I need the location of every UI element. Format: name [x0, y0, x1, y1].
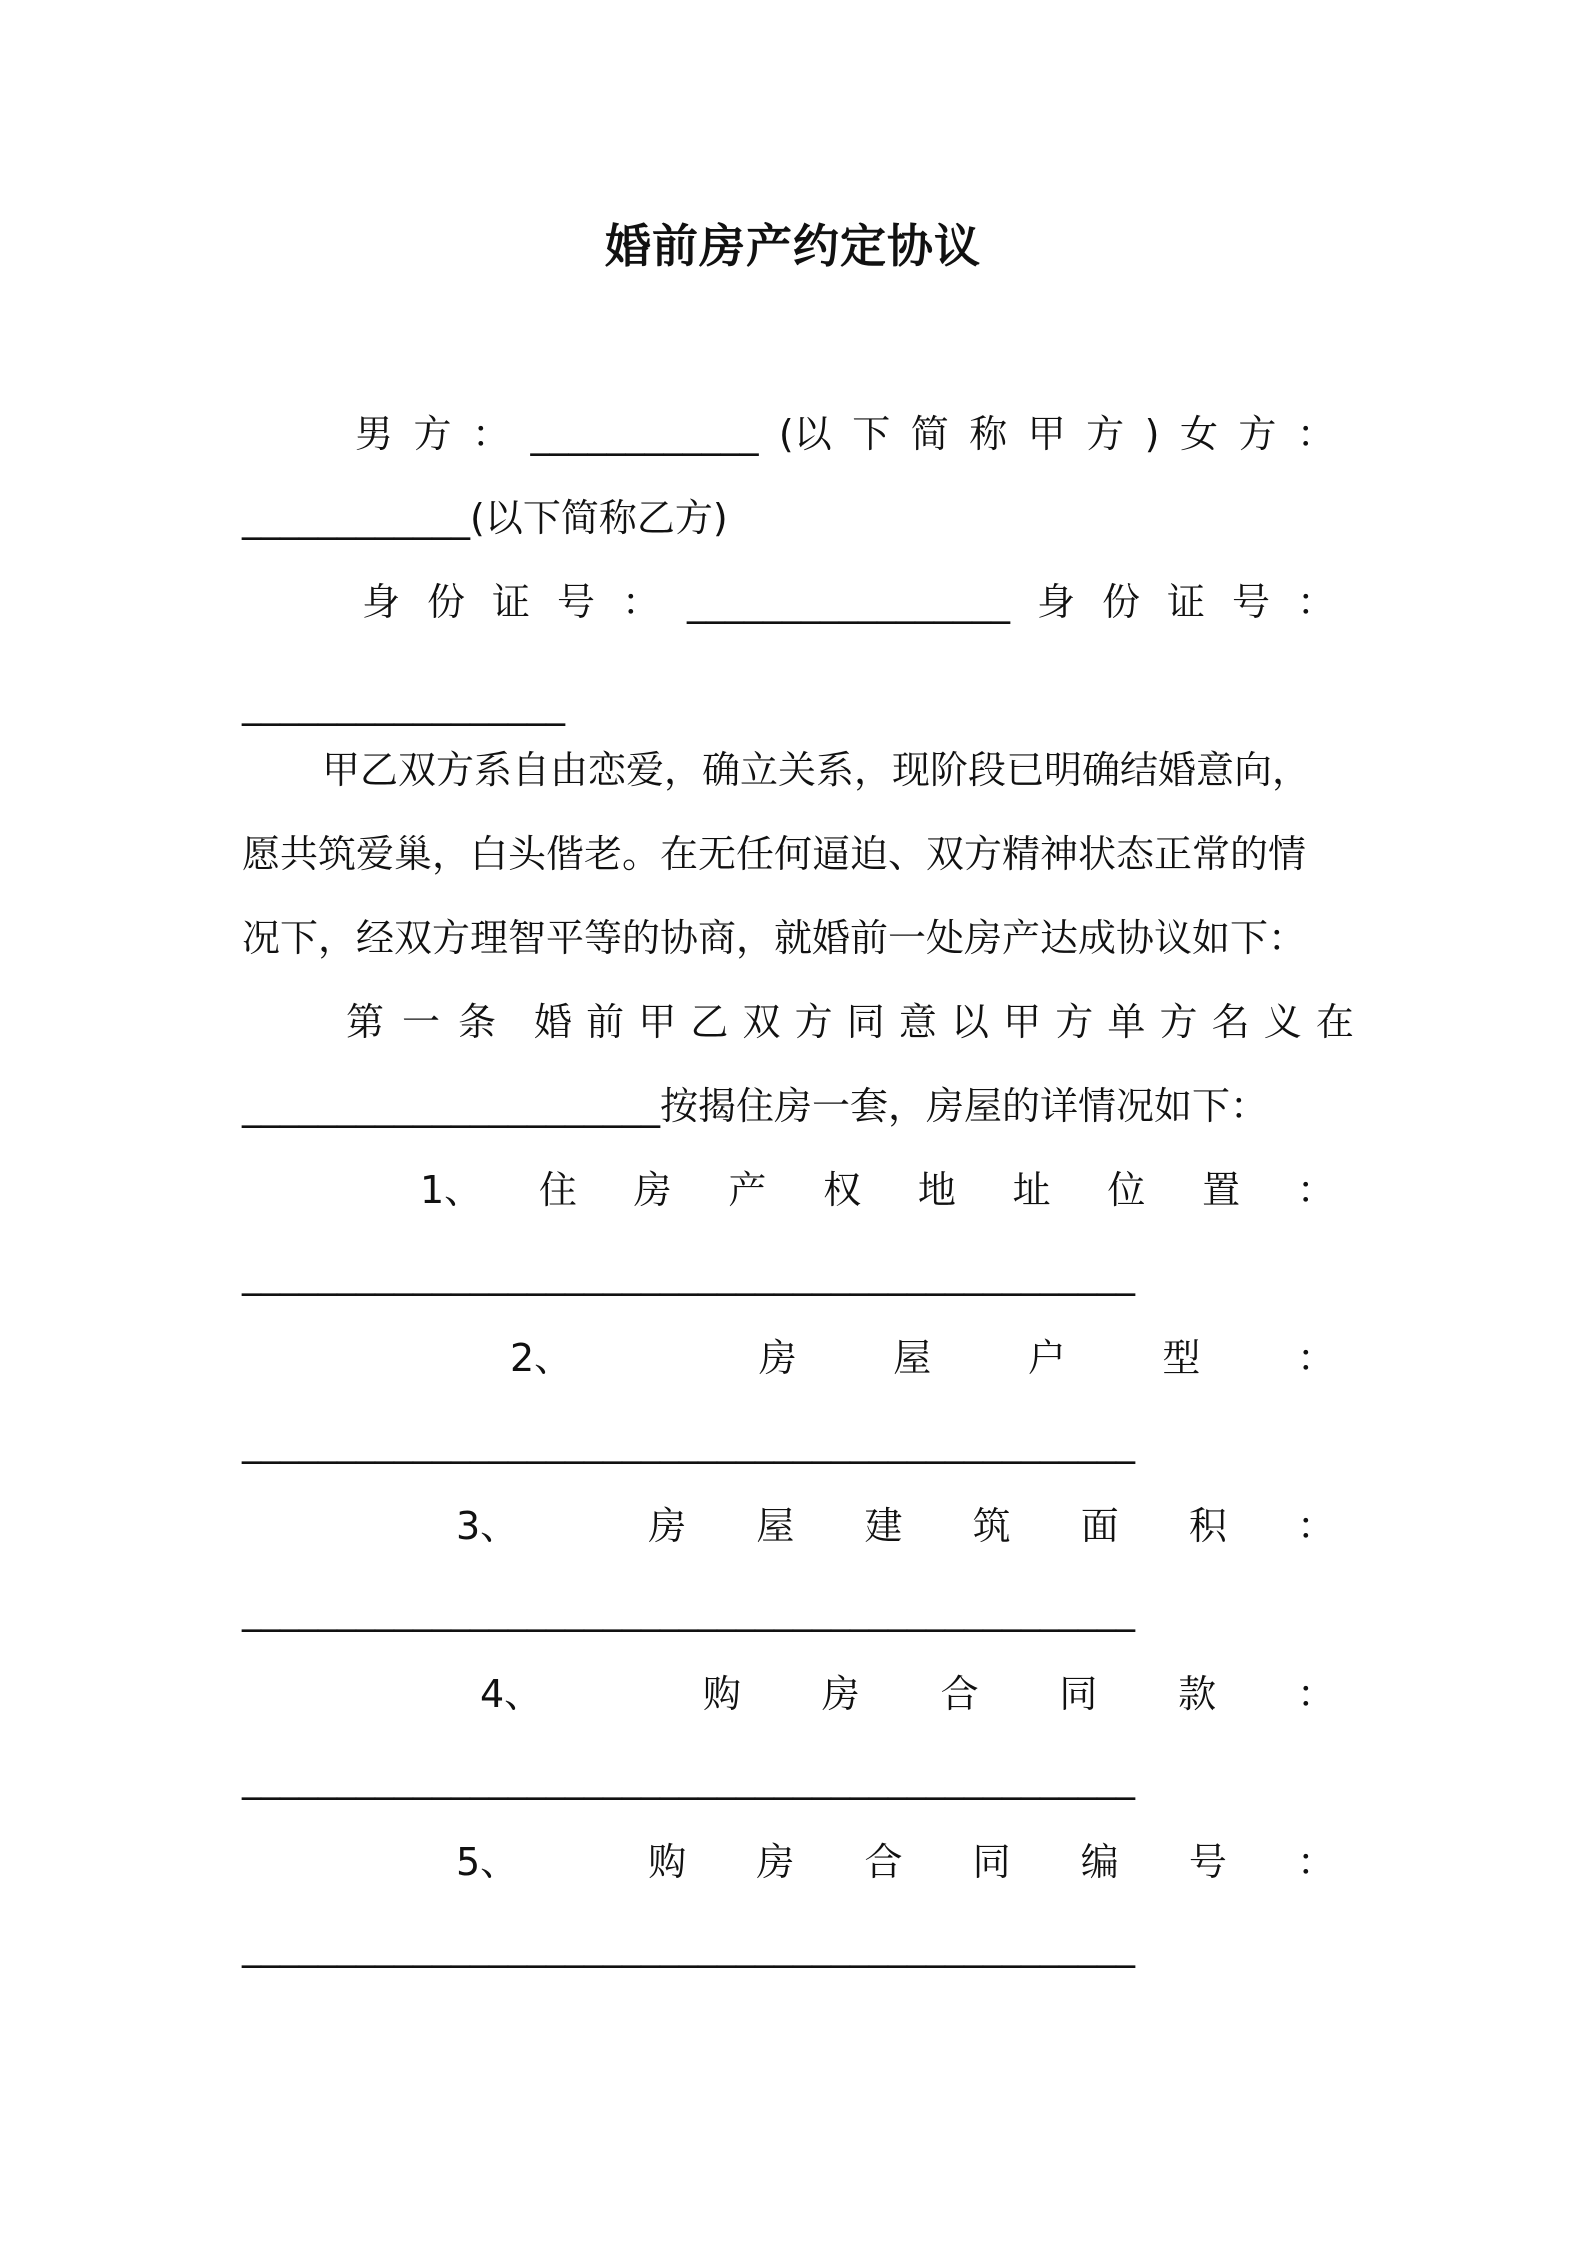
female-suffix: (以下简称乙方): [470, 496, 728, 540]
location-blank[interactable]: ______________________: [242, 1084, 660, 1128]
item-char: 款: [1178, 1672, 1217, 1716]
item-char: 房: [756, 1840, 795, 1884]
item-1: [420, 1168, 1335, 1214]
item-char: 地: [917, 1168, 956, 1212]
item-1-blank[interactable]: _______________________________________________: [242, 1252, 1135, 1296]
id-label-char: 号: [557, 580, 596, 624]
article-char: 方: [1055, 1000, 1094, 1044]
item-char: 合: [940, 1672, 979, 1716]
id-label-char: ：: [622, 580, 661, 624]
item-colon: ：: [1296, 1168, 1335, 1212]
item-2: [510, 1336, 1335, 1382]
id-label-char: 份: [427, 580, 466, 624]
id-label-char: ：: [1296, 580, 1335, 624]
item-char: 面: [1080, 1504, 1119, 1548]
document-title: 婚前房产约定协议: [605, 219, 981, 273]
item-char: 房: [648, 1504, 687, 1548]
item-number: 3、: [456, 1504, 519, 1548]
item-3-blank[interactable]: _______________________________________________: [242, 1588, 1135, 1632]
intro-line-2: 愿共筑爱巢，白头偕老。在无任何逼迫、双方精神状态正常的情: [242, 832, 1307, 876]
article-prefix-char: 一: [401, 1000, 440, 1044]
article-char: 在: [1315, 1000, 1354, 1044]
item-2-blank[interactable]: _______________________________________________: [242, 1420, 1135, 1464]
item-char: 筑: [972, 1504, 1011, 1548]
male-suffix-char: (以: [778, 412, 832, 456]
male-suffix-char: 简: [910, 412, 949, 456]
item-number: 4、: [480, 1672, 543, 1716]
article-char: 以: [951, 1000, 990, 1044]
male-suffix-char: 下: [852, 412, 891, 456]
article-char: 乙: [690, 1000, 729, 1044]
article-char: 单: [1107, 1000, 1146, 1044]
item-char: 住: [538, 1168, 577, 1212]
article-char: 甲: [638, 1000, 677, 1044]
id-line: [362, 580, 1335, 626]
male-name-blank[interactable]: ____________: [530, 412, 759, 456]
id-label-char: 份: [1101, 580, 1140, 624]
article-char: 义: [1263, 1000, 1302, 1044]
male-id-blank[interactable]: _________________: [687, 580, 1010, 624]
female-line: [242, 496, 728, 542]
female-label-char: 女: [1179, 412, 1218, 456]
item-colon: ：: [1296, 1840, 1335, 1884]
male-suffix-char: ): [1144, 412, 1160, 456]
item-char: 购: [702, 1672, 741, 1716]
article-char: 婚: [534, 1000, 573, 1044]
item-char: 房: [821, 1672, 860, 1716]
id-label-char: 号: [1231, 580, 1270, 624]
article-char: 甲: [1003, 1000, 1042, 1044]
item-char: 同: [972, 1840, 1011, 1884]
item-char: 产: [728, 1168, 767, 1212]
article-char: 方: [794, 1000, 833, 1044]
article-char: 方: [1159, 1000, 1198, 1044]
female-label-char: ：: [1296, 412, 1335, 456]
item-char: 购: [648, 1840, 687, 1884]
male-suffix-char: 方: [1086, 412, 1125, 456]
article-char: 名: [1211, 1000, 1250, 1044]
item-char: 积: [1188, 1504, 1227, 1548]
article-1-prefix: [346, 1000, 496, 1046]
id-label-char: 证: [492, 580, 531, 624]
item-5-blank[interactable]: _______________________________________________: [242, 1924, 1135, 1968]
item-char: 建: [864, 1504, 903, 1548]
male-label-char: 方: [413, 412, 452, 456]
id-label-char: 证: [1166, 580, 1205, 624]
id-label-char: 身: [1036, 580, 1075, 624]
article-char: 同: [846, 1000, 885, 1044]
item-number: 2、: [510, 1336, 573, 1380]
article-1-text: [534, 1000, 1354, 1046]
item-char: 合: [864, 1840, 903, 1884]
male-suffix-char: 甲: [1027, 412, 1066, 456]
article-prefix-char: 条: [457, 1000, 496, 1044]
male-label-char: 男: [355, 412, 394, 456]
item-char: 编: [1080, 1840, 1119, 1884]
item-char: 房: [633, 1168, 672, 1212]
item-char: 户: [1027, 1336, 1066, 1380]
item-5: [456, 1840, 1335, 1886]
item-colon: ：: [1296, 1504, 1335, 1548]
item-4: [480, 1672, 1335, 1718]
item-colon: ：: [1296, 1336, 1335, 1380]
article-char: 双: [742, 1000, 781, 1044]
female-name-blank[interactable]: ____________: [242, 496, 470, 540]
female-id-blank[interactable]: _________________: [242, 682, 565, 726]
item-char: 权: [823, 1168, 862, 1212]
item-4-blank[interactable]: _______________________________________________: [242, 1756, 1135, 1800]
article-prefix-char: 第: [346, 1000, 385, 1044]
male-suffix-char: 称: [969, 412, 1008, 456]
item-char: 置: [1202, 1168, 1241, 1212]
item-number: 1、: [420, 1168, 483, 1212]
article-1-continuation-text: 按揭住房一套，房屋的详情况如下：: [660, 1084, 1269, 1128]
item-char: 型: [1162, 1336, 1201, 1380]
parties-line: [355, 412, 1335, 458]
id-label-char: 身: [362, 580, 401, 624]
female-label-char: 方: [1238, 412, 1277, 456]
item-3: [456, 1504, 1335, 1550]
article-char: 前: [586, 1000, 625, 1044]
item-number: 5、: [456, 1840, 519, 1884]
intro-line-1: 甲乙双方系自由恋爱，确立关系，现阶段已明确结婚意向，: [322, 748, 1311, 792]
article-char: 意: [898, 1000, 937, 1044]
item-char: 位: [1107, 1168, 1146, 1212]
male-label-char: ：: [471, 412, 510, 456]
intro-line-3: 况下，经双方理智平等的协商，就婚前一处房产达成协议如下：: [242, 916, 1307, 960]
item-char: 屋: [756, 1504, 795, 1548]
item-char: 房: [758, 1336, 797, 1380]
item-char: 同: [1059, 1672, 1098, 1716]
item-char: 址: [1012, 1168, 1051, 1212]
item-colon: ：: [1296, 1672, 1335, 1716]
item-char: 屋: [893, 1336, 932, 1380]
article-1-continuation: [242, 1084, 1268, 1130]
item-char: 号: [1188, 1840, 1227, 1884]
